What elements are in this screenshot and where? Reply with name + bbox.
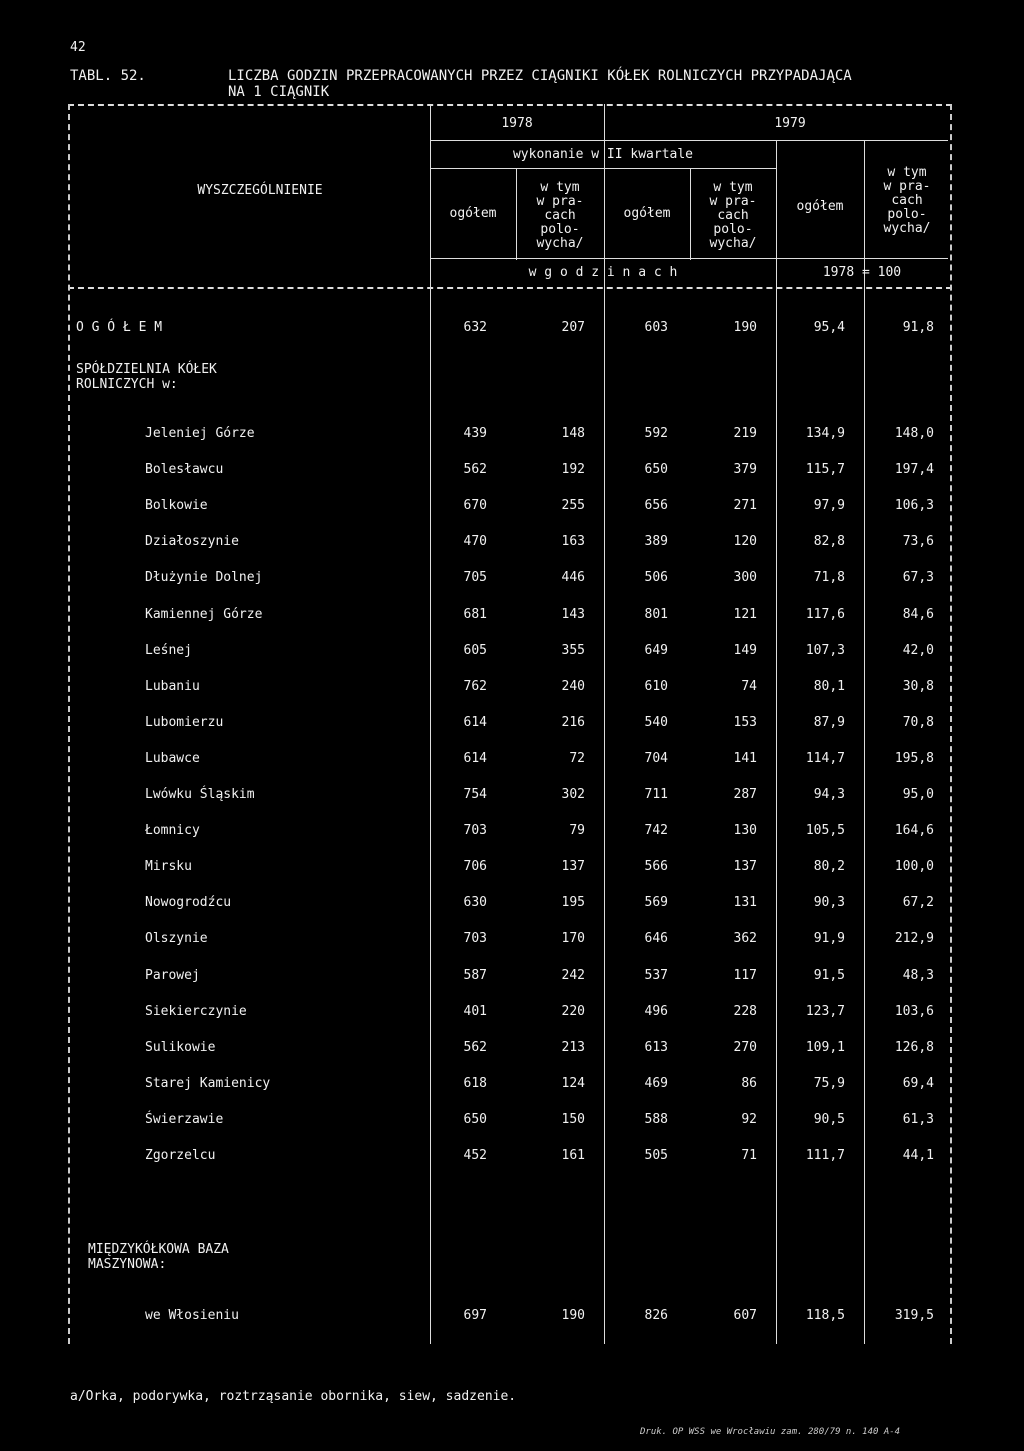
w-tym-line: wycha/ xyxy=(709,236,757,251)
row-value: 469 xyxy=(644,1076,668,1091)
row-value: 124 xyxy=(561,1076,585,1091)
row-label: we Włosieniu xyxy=(145,1308,239,1323)
total-value: 95,4 xyxy=(813,320,845,335)
row-value: 216 xyxy=(561,715,585,730)
row-value: 71,8 xyxy=(813,570,845,585)
row-value: 670 xyxy=(463,498,487,513)
w-tym-1978 xyxy=(516,181,604,251)
row-value: 117 xyxy=(733,968,757,983)
row-label: Sulikowie xyxy=(145,1040,216,1055)
row-value: 649 xyxy=(644,643,668,658)
row-value: 67,2 xyxy=(902,895,934,910)
row-label: Starej Kamienicy xyxy=(145,1076,271,1091)
section-heading: SPÓŁDZIELNIA KÓŁEK xyxy=(76,362,217,377)
row-value: 161 xyxy=(561,1148,585,1163)
footnote: a/Orka, podorywka, roztrząsanie obornika, siew, sadzenie. xyxy=(70,1389,517,1404)
w-tym-line: w pra- xyxy=(536,194,584,209)
row-value: 92 xyxy=(741,1112,757,1127)
row-value: 86 xyxy=(741,1076,757,1091)
row-value: 401 xyxy=(463,1004,487,1019)
w-tym-line: w tym xyxy=(540,180,580,195)
row-value: 91,9 xyxy=(813,931,845,946)
w-tym-line: polo- xyxy=(887,207,927,222)
year-1979: 1979 xyxy=(774,116,806,131)
row-value: 72 xyxy=(569,751,585,766)
row-label: Nowogrodźcu xyxy=(145,895,232,910)
row-value: 87,9 xyxy=(813,715,845,730)
row-label: Lwówku Śląskim xyxy=(145,787,255,802)
row-value: 137 xyxy=(561,859,585,874)
row-value: 115,7 xyxy=(805,462,845,477)
row-value: 614 xyxy=(463,751,487,766)
row-value: 90,5 xyxy=(813,1112,845,1127)
row-value: 355 xyxy=(561,643,585,658)
page-number: 42 xyxy=(70,40,86,55)
row-value: 80,1 xyxy=(813,679,845,694)
row-value: 163 xyxy=(561,534,585,549)
row-value: 42,0 xyxy=(902,643,934,658)
section-heading: MIĘDZYKÓŁKOWA BAZA xyxy=(88,1242,229,1257)
row-value: 630 xyxy=(463,895,487,910)
row-value: 134,9 xyxy=(805,426,845,441)
w-tym-line: wycha/ xyxy=(883,221,931,236)
total-value: 91,8 xyxy=(902,320,934,335)
row-value: 801 xyxy=(644,607,668,622)
row-value: 540 xyxy=(644,715,668,730)
row-value: 82,8 xyxy=(813,534,845,549)
unit-index: 1978 = 100 xyxy=(822,265,902,280)
row-value: 67,3 xyxy=(902,570,934,585)
row-value: 120 xyxy=(733,534,757,549)
row-value: 271 xyxy=(733,498,757,513)
row-value: 569 xyxy=(644,895,668,910)
row-value: 562 xyxy=(463,462,487,477)
row-value: 697 xyxy=(463,1308,487,1323)
w-tym-1979 xyxy=(690,181,776,251)
row-value: 90,3 xyxy=(813,895,845,910)
total-value: 207 xyxy=(561,320,585,335)
row-label: Łomnicy xyxy=(145,823,200,838)
row-value: 131 xyxy=(733,895,757,910)
header-year-line xyxy=(430,140,948,141)
row-value: 240 xyxy=(561,679,585,694)
row-value: 610 xyxy=(644,679,668,694)
table-left-border xyxy=(68,104,70,1344)
row-value: 614 xyxy=(463,715,487,730)
section-heading: MASZYNOWA: xyxy=(88,1257,167,1272)
ogolem-1978: ogółem xyxy=(449,206,497,221)
row-label: Kamiennej Górze xyxy=(145,607,263,622)
row-label: Jeleniej Górze xyxy=(145,426,255,441)
section-heading: ROLNICZYCH w: xyxy=(76,377,178,392)
total-value: 632 xyxy=(463,320,487,335)
w-tym-line: polo- xyxy=(540,222,580,237)
row-value: 762 xyxy=(463,679,487,694)
row-value: 48,3 xyxy=(902,968,934,983)
row-value: 97,9 xyxy=(813,498,845,513)
row-value: 80,2 xyxy=(813,859,845,874)
row-value: 470 xyxy=(463,534,487,549)
row-label: Lubawce xyxy=(145,751,200,766)
row-value: 319,5 xyxy=(894,1308,934,1323)
total-value: 603 xyxy=(644,320,668,335)
row-value: 74 xyxy=(741,679,757,694)
row-value: 618 xyxy=(463,1076,487,1091)
row-value: 44,1 xyxy=(902,1148,934,1163)
row-value: 650 xyxy=(644,462,668,477)
row-value: 61,3 xyxy=(902,1112,934,1127)
row-value: 703 xyxy=(463,931,487,946)
row-value: 505 xyxy=(644,1148,668,1163)
row-label: Mirsku xyxy=(145,859,192,874)
row-value: 646 xyxy=(644,931,668,946)
row-value: 30,8 xyxy=(902,679,934,694)
w-tym-line: cach xyxy=(717,208,749,223)
w-tym-index xyxy=(864,166,950,236)
row-value: 143 xyxy=(561,607,585,622)
row-value: 255 xyxy=(561,498,585,513)
row-value: 141 xyxy=(733,751,757,766)
row-value: 588 xyxy=(644,1112,668,1127)
w-tym-line: w pra- xyxy=(883,179,931,194)
row-value: 118,5 xyxy=(805,1308,845,1323)
row-value: 389 xyxy=(644,534,668,549)
row-value: 300 xyxy=(733,570,757,585)
row-value: 754 xyxy=(463,787,487,802)
total-value: 190 xyxy=(733,320,757,335)
row-value: 681 xyxy=(463,607,487,622)
header-unit-line xyxy=(430,258,948,259)
w-tym-line: wycha/ xyxy=(536,236,584,251)
row-label: Świerzawie xyxy=(145,1112,224,1127)
ogolem-1979: ogółem xyxy=(623,206,671,221)
ogolem-index: ogółem xyxy=(796,199,844,214)
row-value: 213 xyxy=(561,1040,585,1055)
table-title-line2: NA 1 CIĄGNIK xyxy=(228,84,330,100)
row-value: 219 xyxy=(733,426,757,441)
row-value: 94,3 xyxy=(813,787,845,802)
row-value: 228 xyxy=(733,1004,757,1019)
row-value: 605 xyxy=(463,643,487,658)
row-value: 121 xyxy=(733,607,757,622)
row-value: 613 xyxy=(644,1040,668,1055)
year-1978: 1978 xyxy=(501,116,533,131)
row-value: 148,0 xyxy=(894,426,934,441)
row-value: 566 xyxy=(644,859,668,874)
row-value: 192 xyxy=(561,462,585,477)
row-value: 126,8 xyxy=(894,1040,934,1055)
row-value: 537 xyxy=(644,968,668,983)
w-tym-line: w pra- xyxy=(709,194,757,209)
w-tym-line: w tym xyxy=(713,180,753,195)
row-value: 106,3 xyxy=(894,498,934,513)
row-value: 75,9 xyxy=(813,1076,845,1091)
table-right-border xyxy=(950,104,952,1344)
table-top-border xyxy=(68,104,952,106)
row-value: 137 xyxy=(733,859,757,874)
row-label: Parowej xyxy=(145,968,200,983)
w-tym-line: cach xyxy=(544,208,576,223)
row-label: Działoszynie xyxy=(145,534,239,549)
row-label: Lubaniu xyxy=(145,679,200,694)
row-value: 79 xyxy=(569,823,585,838)
row-value: 70,8 xyxy=(902,715,934,730)
row-value: 197,4 xyxy=(894,462,934,477)
row-value: 706 xyxy=(463,859,487,874)
wykonanie-header: wykonanie w II kwartale xyxy=(512,147,693,162)
total-label: O G Ó Ł E M xyxy=(76,320,163,335)
row-value: 587 xyxy=(463,968,487,983)
row-label: Bolkowie xyxy=(145,498,208,513)
row-value: 711 xyxy=(644,787,668,802)
row-label: Zgorzelcu xyxy=(145,1148,216,1163)
row-label: Bolesławcu xyxy=(145,462,224,477)
row-label: Siekierczynie xyxy=(145,1004,247,1019)
table-number: TABL. 52. xyxy=(70,68,146,84)
row-value: 562 xyxy=(463,1040,487,1055)
w-tym-line: cach xyxy=(891,193,923,208)
row-value: 703 xyxy=(463,823,487,838)
row-value: 362 xyxy=(733,931,757,946)
row-value: 287 xyxy=(733,787,757,802)
row-value: 91,5 xyxy=(813,968,845,983)
row-value: 117,6 xyxy=(805,607,845,622)
row-value: 105,5 xyxy=(805,823,845,838)
row-value: 704 xyxy=(644,751,668,766)
w-tym-line: w tym xyxy=(887,165,927,180)
row-value: 123,7 xyxy=(805,1004,845,1019)
row-value: 95,0 xyxy=(902,787,934,802)
row-value: 220 xyxy=(561,1004,585,1019)
row-label: Lubomierzu xyxy=(145,715,224,730)
row-value: 103,6 xyxy=(894,1004,934,1019)
row-value: 71 xyxy=(741,1148,757,1163)
unit-hours: w g o d z i n a c h xyxy=(528,265,678,280)
row-label: Olszynie xyxy=(145,931,208,946)
row-value: 100,0 xyxy=(894,859,934,874)
row-value: 452 xyxy=(463,1148,487,1163)
row-value: 84,6 xyxy=(902,607,934,622)
row-value: 379 xyxy=(733,462,757,477)
row-value: 195,8 xyxy=(894,751,934,766)
row-value: 73,6 xyxy=(902,534,934,549)
header-bottom-border xyxy=(68,287,952,289)
row-value: 107,3 xyxy=(805,643,845,658)
row-value: 69,4 xyxy=(902,1076,934,1091)
row-value: 270 xyxy=(733,1040,757,1055)
table-title-line1: LICZBA GODZIN PRZEPRACOWANYCH PRZEZ CIĄGNIKI KÓŁEK ROLNICZYCH PRZYPADAJĄCA xyxy=(228,68,852,84)
header-wykonanie-line xyxy=(430,168,776,169)
row-value: 150 xyxy=(561,1112,585,1127)
row-value: 439 xyxy=(463,426,487,441)
row-value: 607 xyxy=(733,1308,757,1323)
stub-header: WYSZCZEGÓLNIENIE xyxy=(197,183,323,198)
row-value: 742 xyxy=(644,823,668,838)
row-value: 242 xyxy=(561,968,585,983)
row-value: 114,7 xyxy=(805,751,845,766)
row-value: 149 xyxy=(733,643,757,658)
w-tym-line: polo- xyxy=(713,222,753,237)
row-value: 705 xyxy=(463,570,487,585)
row-value: 148 xyxy=(561,426,585,441)
row-value: 195 xyxy=(561,895,585,910)
row-value: 496 xyxy=(644,1004,668,1019)
row-value: 506 xyxy=(644,570,668,585)
row-value: 826 xyxy=(644,1308,668,1323)
row-value: 650 xyxy=(463,1112,487,1127)
row-value: 130 xyxy=(733,823,757,838)
row-value: 111,7 xyxy=(805,1148,845,1163)
row-value: 164,6 xyxy=(894,823,934,838)
imprint: Druk. OP WSS we Wrocławiu zam. 280/79 n. 140 A-4 xyxy=(640,1427,901,1437)
row-label: Leśnej xyxy=(145,643,192,658)
row-value: 190 xyxy=(561,1308,585,1323)
row-value: 153 xyxy=(733,715,757,730)
row-value: 302 xyxy=(561,787,585,802)
row-value: 212,9 xyxy=(894,931,934,946)
row-value: 592 xyxy=(644,426,668,441)
row-label: Dłużynie Dolnej xyxy=(145,570,263,585)
row-value: 656 xyxy=(644,498,668,513)
row-value: 446 xyxy=(561,570,585,585)
row-value: 170 xyxy=(561,931,585,946)
row-value: 109,1 xyxy=(805,1040,845,1055)
